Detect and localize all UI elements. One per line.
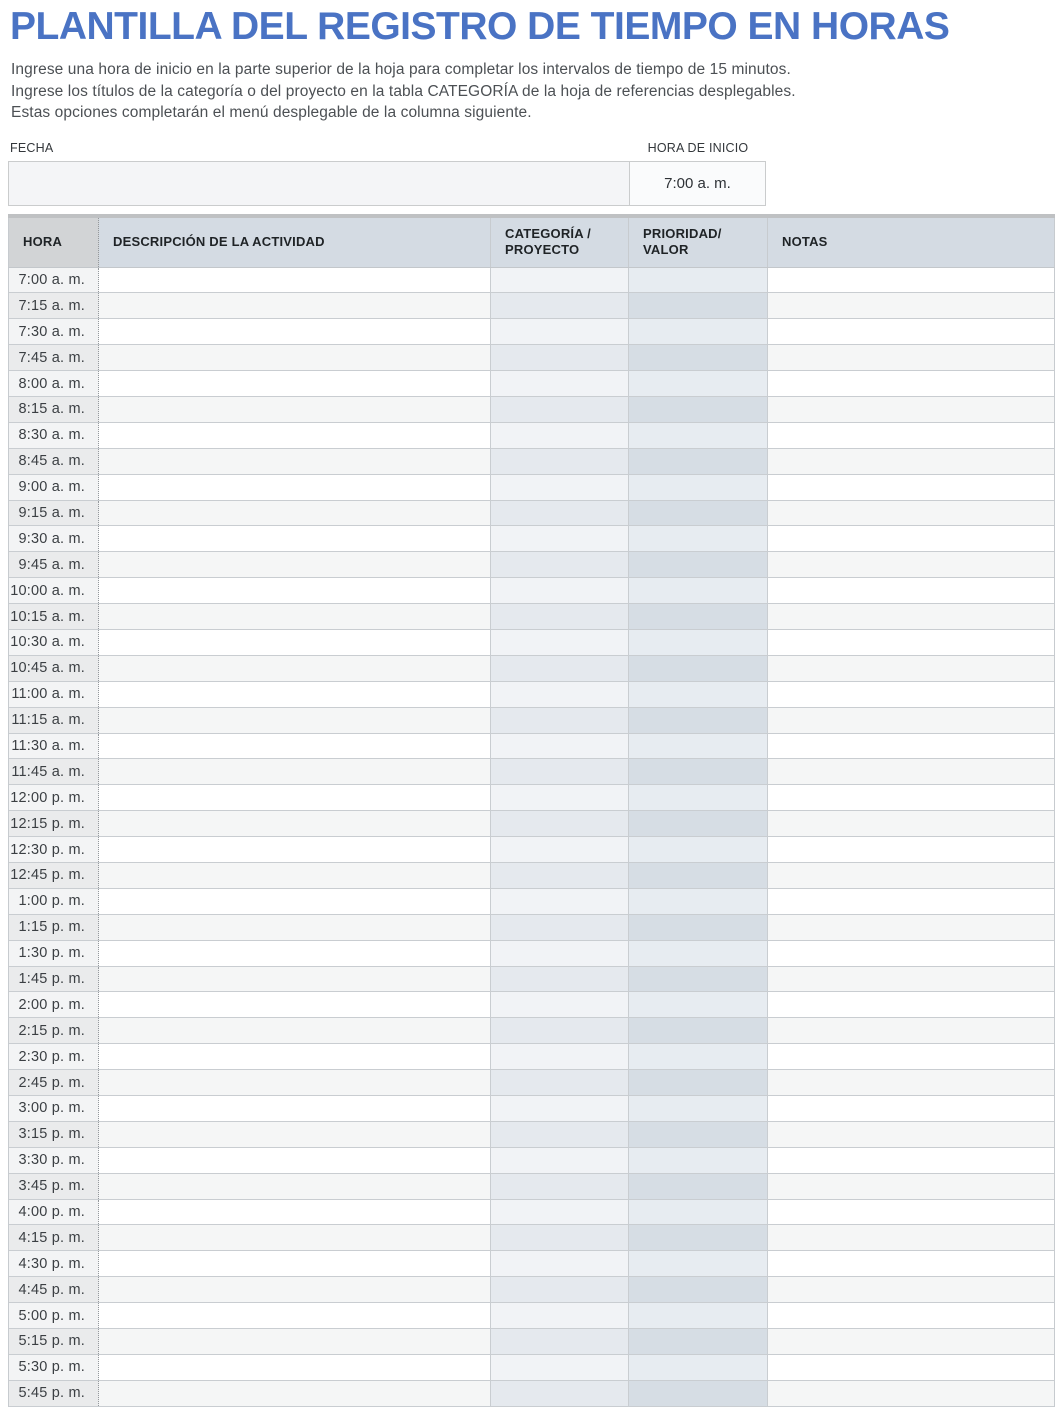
category-cell[interactable] — [491, 941, 629, 966]
notes-cell[interactable] — [768, 526, 1054, 551]
priority-cell[interactable] — [629, 1044, 768, 1069]
time-cell[interactable]: 10:00 a. m. — [9, 578, 99, 603]
time-cell[interactable]: 12:00 p. m. — [9, 785, 99, 810]
category-cell[interactable] — [491, 319, 629, 344]
table-row — [9, 501, 1054, 527]
instruction-line: Estas opciones completarán el menú desplegable de la columna siguiente. — [11, 104, 532, 121]
time-cell[interactable]: 7:45 a. m. — [9, 345, 99, 370]
priority-cell[interactable] — [629, 1329, 768, 1354]
header-cell-prioridad: PRIORIDAD/ VALOR — [629, 218, 768, 267]
notes-cell[interactable] — [768, 889, 1054, 914]
time-cell[interactable]: 1:45 p. m. — [9, 967, 99, 992]
priority-cell[interactable] — [629, 552, 768, 577]
notes-cell[interactable] — [768, 268, 1054, 293]
description-cell[interactable] — [99, 268, 491, 293]
instruction-line: Ingrese una hora de inicio en la parte superior de la hoja para completar los intervalos de tiempo de 15 minutos. — [11, 61, 791, 78]
description-cell[interactable] — [99, 1018, 491, 1043]
table-row — [9, 967, 1054, 993]
priority-cell[interactable] — [629, 785, 768, 810]
priority-cell[interactable] — [629, 1174, 768, 1199]
instruction-line: Ingrese los títulos de la categoría o del proyecto en la tabla CATEGORÍA de la hoja de referencias desplegables. — [11, 82, 796, 100]
table-body — [8, 268, 1055, 1407]
table-row — [9, 319, 1054, 345]
table-row — [9, 941, 1054, 967]
table-row — [9, 630, 1054, 656]
time-cell[interactable]: 4:30 p. m. — [9, 1251, 99, 1276]
header-cell-hora: HORA — [9, 218, 99, 267]
description-cell[interactable] — [99, 837, 491, 862]
time-cell[interactable]: 2:15 p. m. — [9, 1018, 99, 1043]
time-cell[interactable]: 3:15 p. m. — [9, 1122, 99, 1147]
table-row — [9, 1303, 1054, 1329]
table-row — [9, 604, 1054, 630]
notes-cell[interactable] — [768, 1122, 1054, 1147]
notes-cell[interactable] — [768, 1303, 1054, 1328]
notes-cell[interactable] — [768, 578, 1054, 603]
category-cell[interactable] — [491, 759, 629, 784]
priority-cell[interactable] — [629, 423, 768, 448]
category-cell[interactable] — [491, 1044, 629, 1069]
category-cell[interactable] — [491, 345, 629, 370]
time-cell[interactable]: 12:30 p. m. — [9, 837, 99, 862]
fecha-label: FECHA — [10, 140, 54, 155]
category-cell[interactable] — [491, 630, 629, 655]
category-cell[interactable] — [491, 293, 629, 318]
description-cell[interactable] — [99, 1070, 491, 1095]
time-cell[interactable]: 4:00 p. m. — [9, 1200, 99, 1225]
category-cell[interactable] — [491, 1070, 629, 1095]
category-cell[interactable] — [491, 1018, 629, 1043]
notes-cell[interactable] — [768, 423, 1054, 448]
category-cell[interactable] — [491, 837, 629, 862]
time-cell[interactable]: 11:30 a. m. — [9, 734, 99, 759]
priority-cell[interactable] — [629, 449, 768, 474]
time-cell[interactable]: 7:30 a. m. — [9, 319, 99, 344]
table-row — [9, 449, 1054, 475]
priority-cell[interactable] — [629, 811, 768, 836]
notes-cell[interactable] — [768, 992, 1054, 1017]
header-cell-categoria: CATEGORÍA / PROYECTO — [491, 218, 629, 267]
table-row — [9, 785, 1054, 811]
time-cell[interactable]: 1:15 p. m. — [9, 915, 99, 940]
category-cell[interactable] — [491, 708, 629, 733]
priority-cell[interactable] — [629, 734, 768, 759]
page — [0, 4, 1061, 1419]
category-cell[interactable] — [491, 397, 629, 422]
description-cell[interactable] — [99, 630, 491, 655]
priority-cell[interactable] — [629, 1148, 768, 1173]
header-cell-notas: NOTAS — [768, 218, 1054, 267]
table-row — [9, 811, 1054, 837]
priority-cell[interactable] — [629, 293, 768, 318]
category-cell[interactable] — [491, 682, 629, 707]
table-row — [9, 656, 1054, 682]
fecha-input[interactable] — [8, 161, 630, 206]
description-cell[interactable] — [99, 552, 491, 577]
time-cell[interactable]: 10:45 a. m. — [9, 656, 99, 681]
time-cell[interactable]: 10:30 a. m. — [9, 630, 99, 655]
table-row — [9, 708, 1054, 734]
hora-inicio-input[interactable]: 7:00 a. m. — [629, 161, 766, 206]
priority-cell[interactable] — [629, 1122, 768, 1147]
category-cell[interactable] — [491, 967, 629, 992]
table-row — [9, 578, 1054, 604]
time-cell[interactable]: 5:45 p. m. — [9, 1381, 99, 1406]
time-cell[interactable]: 5:00 p. m. — [9, 1303, 99, 1328]
description-cell[interactable] — [99, 1044, 491, 1069]
notes-cell[interactable] — [768, 1251, 1054, 1276]
category-cell[interactable] — [491, 604, 629, 629]
description-cell[interactable] — [99, 889, 491, 914]
description-cell[interactable] — [99, 734, 491, 759]
notes-cell[interactable] — [768, 785, 1054, 810]
description-cell[interactable] — [99, 475, 491, 500]
priority-cell[interactable] — [629, 759, 768, 784]
table-row — [9, 1381, 1054, 1407]
category-cell[interactable] — [491, 449, 629, 474]
category-cell[interactable] — [491, 656, 629, 681]
description-cell[interactable] — [99, 992, 491, 1017]
table-row — [9, 1355, 1054, 1381]
date-start-form — [8, 141, 1061, 206]
priority-cell[interactable] — [629, 837, 768, 862]
description-cell[interactable] — [99, 915, 491, 940]
description-cell[interactable] — [99, 501, 491, 526]
category-cell[interactable] — [491, 1096, 629, 1121]
description-cell[interactable] — [99, 423, 491, 448]
time-cell[interactable]: 3:45 p. m. — [9, 1174, 99, 1199]
priority-cell[interactable] — [629, 656, 768, 681]
table-row — [9, 423, 1054, 449]
table-row — [9, 915, 1054, 941]
priority-cell[interactable] — [629, 1277, 768, 1302]
description-cell[interactable] — [99, 1122, 491, 1147]
table-row — [9, 682, 1054, 708]
description-cell[interactable] — [99, 449, 491, 474]
description-cell[interactable] — [99, 1225, 491, 1250]
table-row — [9, 526, 1054, 552]
description-cell[interactable] — [99, 1200, 491, 1225]
description-cell[interactable] — [99, 1096, 491, 1121]
description-cell[interactable] — [99, 1251, 491, 1276]
priority-cell[interactable] — [629, 708, 768, 733]
priority-cell[interactable] — [629, 682, 768, 707]
table-row — [9, 1225, 1054, 1251]
notes-cell[interactable] — [768, 915, 1054, 940]
notes-cell[interactable] — [768, 656, 1054, 681]
category-cell[interactable] — [491, 371, 629, 396]
notes-cell[interactable] — [768, 1070, 1054, 1095]
priority-cell[interactable] — [629, 967, 768, 992]
description-cell[interactable] — [99, 863, 491, 888]
header-cell-descripcion: DESCRIPCIÓN DE LA ACTIVIDAD — [99, 218, 491, 267]
table-row — [9, 1122, 1054, 1148]
table-row — [9, 1044, 1054, 1070]
time-cell[interactable]: 3:00 p. m. — [9, 1096, 99, 1121]
description-cell[interactable] — [99, 811, 491, 836]
category-cell[interactable] — [491, 501, 629, 526]
page-title: PLANTILLA DEL REGISTRO DE TIEMPO EN HORAS — [10, 5, 950, 48]
time-cell[interactable]: 7:15 a. m. — [9, 293, 99, 318]
priority-cell[interactable] — [629, 1070, 768, 1095]
category-cell[interactable] — [491, 475, 629, 500]
time-cell[interactable]: 3:30 p. m. — [9, 1148, 99, 1173]
category-cell[interactable] — [491, 1174, 629, 1199]
description-cell[interactable] — [99, 1355, 491, 1380]
description-cell[interactable] — [99, 578, 491, 603]
time-cell[interactable]: 8:30 a. m. — [9, 423, 99, 448]
table-row — [9, 268, 1054, 294]
notes-cell[interactable] — [768, 1381, 1054, 1406]
description-cell[interactable] — [99, 1381, 491, 1406]
time-cell[interactable]: 11:45 a. m. — [9, 759, 99, 784]
description-cell[interactable] — [99, 785, 491, 810]
priority-cell[interactable] — [629, 630, 768, 655]
description-cell[interactable] — [99, 682, 491, 707]
category-cell[interactable] — [491, 1303, 629, 1328]
category-cell[interactable] — [491, 578, 629, 603]
notes-cell[interactable] — [768, 967, 1054, 992]
notes-cell[interactable] — [768, 941, 1054, 966]
table-row — [9, 1251, 1054, 1277]
description-cell[interactable] — [99, 941, 491, 966]
notes-cell[interactable] — [768, 293, 1054, 318]
category-cell[interactable] — [491, 1200, 629, 1225]
description-cell[interactable] — [99, 397, 491, 422]
time-cell[interactable]: 9:45 a. m. — [9, 552, 99, 577]
priority-cell[interactable] — [629, 889, 768, 914]
priority-cell[interactable] — [629, 1200, 768, 1225]
time-cell[interactable]: 2:30 p. m. — [9, 1044, 99, 1069]
category-cell[interactable] — [491, 1381, 629, 1406]
description-cell[interactable] — [99, 345, 491, 370]
description-cell[interactable] — [99, 1329, 491, 1354]
table-row — [9, 837, 1054, 863]
table-row — [9, 1329, 1054, 1355]
table-row — [9, 863, 1054, 889]
table-row — [9, 475, 1054, 501]
category-cell[interactable] — [491, 1251, 629, 1276]
fecha-field-group — [8, 141, 630, 206]
table-row — [9, 1277, 1054, 1303]
time-cell[interactable]: 1:00 p. m. — [9, 889, 99, 914]
priority-cell[interactable] — [629, 268, 768, 293]
time-cell[interactable]: 10:15 a. m. — [9, 604, 99, 629]
priority-cell[interactable] — [629, 1096, 768, 1121]
notes-cell[interactable] — [768, 1355, 1054, 1380]
table-row — [9, 397, 1054, 423]
time-cell[interactable]: 11:15 a. m. — [9, 708, 99, 733]
priority-cell[interactable] — [629, 475, 768, 500]
notes-cell[interactable] — [768, 1277, 1054, 1302]
priority-cell[interactable] — [629, 319, 768, 344]
table-row — [9, 1096, 1054, 1122]
priority-cell[interactable] — [629, 501, 768, 526]
hora-inicio-field-group — [630, 141, 766, 206]
time-cell[interactable]: 8:15 a. m. — [9, 397, 99, 422]
priority-cell[interactable] — [629, 915, 768, 940]
notes-cell[interactable] — [768, 630, 1054, 655]
category-cell[interactable] — [491, 1122, 629, 1147]
priority-cell[interactable] — [629, 578, 768, 603]
table-row — [9, 1018, 1054, 1044]
priority-cell[interactable] — [629, 397, 768, 422]
time-cell[interactable]: 4:15 p. m. — [9, 1225, 99, 1250]
notes-cell[interactable] — [768, 475, 1054, 500]
notes-cell[interactable] — [768, 1018, 1054, 1043]
category-cell[interactable] — [491, 1355, 629, 1380]
notes-cell[interactable] — [768, 1225, 1054, 1250]
time-cell[interactable]: 11:00 a. m. — [9, 682, 99, 707]
notes-cell[interactable] — [768, 552, 1054, 577]
notes-cell[interactable] — [768, 837, 1054, 862]
table-row — [9, 992, 1054, 1018]
description-cell[interactable] — [99, 967, 491, 992]
notes-cell[interactable] — [768, 501, 1054, 526]
notes-cell[interactable] — [768, 811, 1054, 836]
category-cell[interactable] — [491, 552, 629, 577]
notes-cell[interactable] — [768, 863, 1054, 888]
priority-cell[interactable] — [629, 1355, 768, 1380]
category-cell[interactable] — [491, 915, 629, 940]
notes-cell[interactable] — [768, 397, 1054, 422]
priority-cell[interactable] — [629, 345, 768, 370]
notes-cell[interactable] — [768, 371, 1054, 396]
notes-cell[interactable] — [768, 1200, 1054, 1225]
table-row — [9, 734, 1054, 760]
table-row — [9, 552, 1054, 578]
notes-cell[interactable] — [768, 1044, 1054, 1069]
category-cell[interactable] — [491, 863, 629, 888]
notes-cell[interactable] — [768, 1174, 1054, 1199]
category-cell[interactable] — [491, 526, 629, 551]
category-cell[interactable] — [491, 785, 629, 810]
description-cell[interactable] — [99, 1277, 491, 1302]
priority-cell[interactable] — [629, 1303, 768, 1328]
table-row — [9, 293, 1054, 319]
description-cell[interactable] — [99, 759, 491, 784]
time-cell[interactable]: 9:00 a. m. — [9, 475, 99, 500]
notes-cell[interactable] — [768, 708, 1054, 733]
priority-cell[interactable] — [629, 992, 768, 1017]
time-cell[interactable]: 9:15 a. m. — [9, 501, 99, 526]
time-cell[interactable]: 4:45 p. m. — [9, 1277, 99, 1302]
category-cell[interactable] — [491, 1329, 629, 1354]
notes-cell[interactable] — [768, 345, 1054, 370]
priority-cell[interactable] — [629, 1251, 768, 1276]
table-row — [9, 1070, 1054, 1096]
priority-cell[interactable] — [629, 863, 768, 888]
description-cell[interactable] — [99, 319, 491, 344]
table-header-row — [8, 218, 1055, 268]
time-cell[interactable]: 5:30 p. m. — [9, 1355, 99, 1380]
table-row — [9, 345, 1054, 371]
category-cell[interactable] — [491, 889, 629, 914]
notes-cell[interactable] — [768, 682, 1054, 707]
description-cell[interactable] — [99, 371, 491, 396]
time-cell[interactable]: 5:15 p. m. — [9, 1329, 99, 1354]
description-cell[interactable] — [99, 708, 491, 733]
notes-cell[interactable] — [768, 1096, 1054, 1121]
instructions — [11, 59, 1061, 124]
hora-inicio-label: HORA DE INICIO — [647, 140, 749, 155]
notes-cell[interactable] — [768, 319, 1054, 344]
category-cell[interactable] — [491, 992, 629, 1017]
priority-cell[interactable] — [629, 371, 768, 396]
category-cell[interactable] — [491, 423, 629, 448]
priority-cell[interactable] — [629, 1225, 768, 1250]
category-cell[interactable] — [491, 1148, 629, 1173]
table-row — [9, 371, 1054, 397]
table-row — [9, 1174, 1054, 1200]
time-cell[interactable]: 2:00 p. m. — [9, 992, 99, 1017]
notes-cell[interactable] — [768, 1148, 1054, 1173]
time-cell[interactable]: 2:45 p. m. — [9, 1070, 99, 1095]
priority-cell[interactable] — [629, 1018, 768, 1043]
category-cell[interactable] — [491, 1225, 629, 1250]
table-row — [9, 1200, 1054, 1226]
category-cell[interactable] — [491, 268, 629, 293]
description-cell[interactable] — [99, 526, 491, 551]
time-cell[interactable]: 8:00 a. m. — [9, 371, 99, 396]
description-cell[interactable] — [99, 1148, 491, 1173]
category-cell[interactable] — [491, 1277, 629, 1302]
description-cell[interactable] — [99, 656, 491, 681]
description-cell[interactable] — [99, 604, 491, 629]
priority-cell[interactable] — [629, 526, 768, 551]
time-log-table — [8, 214, 1055, 1407]
time-cell[interactable]: 1:30 p. m. — [9, 941, 99, 966]
notes-cell[interactable] — [768, 1329, 1054, 1354]
time-cell[interactable]: 7:00 a. m. — [9, 268, 99, 293]
time-cell[interactable]: 12:45 p. m. — [9, 863, 99, 888]
notes-cell[interactable] — [768, 449, 1054, 474]
table-row — [9, 889, 1054, 915]
notes-cell[interactable] — [768, 604, 1054, 629]
time-cell[interactable]: 9:30 a. m. — [9, 526, 99, 551]
notes-cell[interactable] — [768, 734, 1054, 759]
table-row — [9, 759, 1054, 785]
category-cell[interactable] — [491, 734, 629, 759]
time-cell[interactable]: 12:15 p. m. — [9, 811, 99, 836]
priority-cell[interactable] — [629, 1381, 768, 1406]
description-cell[interactable] — [99, 1174, 491, 1199]
notes-cell[interactable] — [768, 759, 1054, 784]
description-cell[interactable] — [99, 1303, 491, 1328]
category-cell[interactable] — [491, 811, 629, 836]
time-cell[interactable]: 8:45 a. m. — [9, 449, 99, 474]
priority-cell[interactable] — [629, 604, 768, 629]
priority-cell[interactable] — [629, 941, 768, 966]
description-cell[interactable] — [99, 293, 491, 318]
table-row — [9, 1148, 1054, 1174]
